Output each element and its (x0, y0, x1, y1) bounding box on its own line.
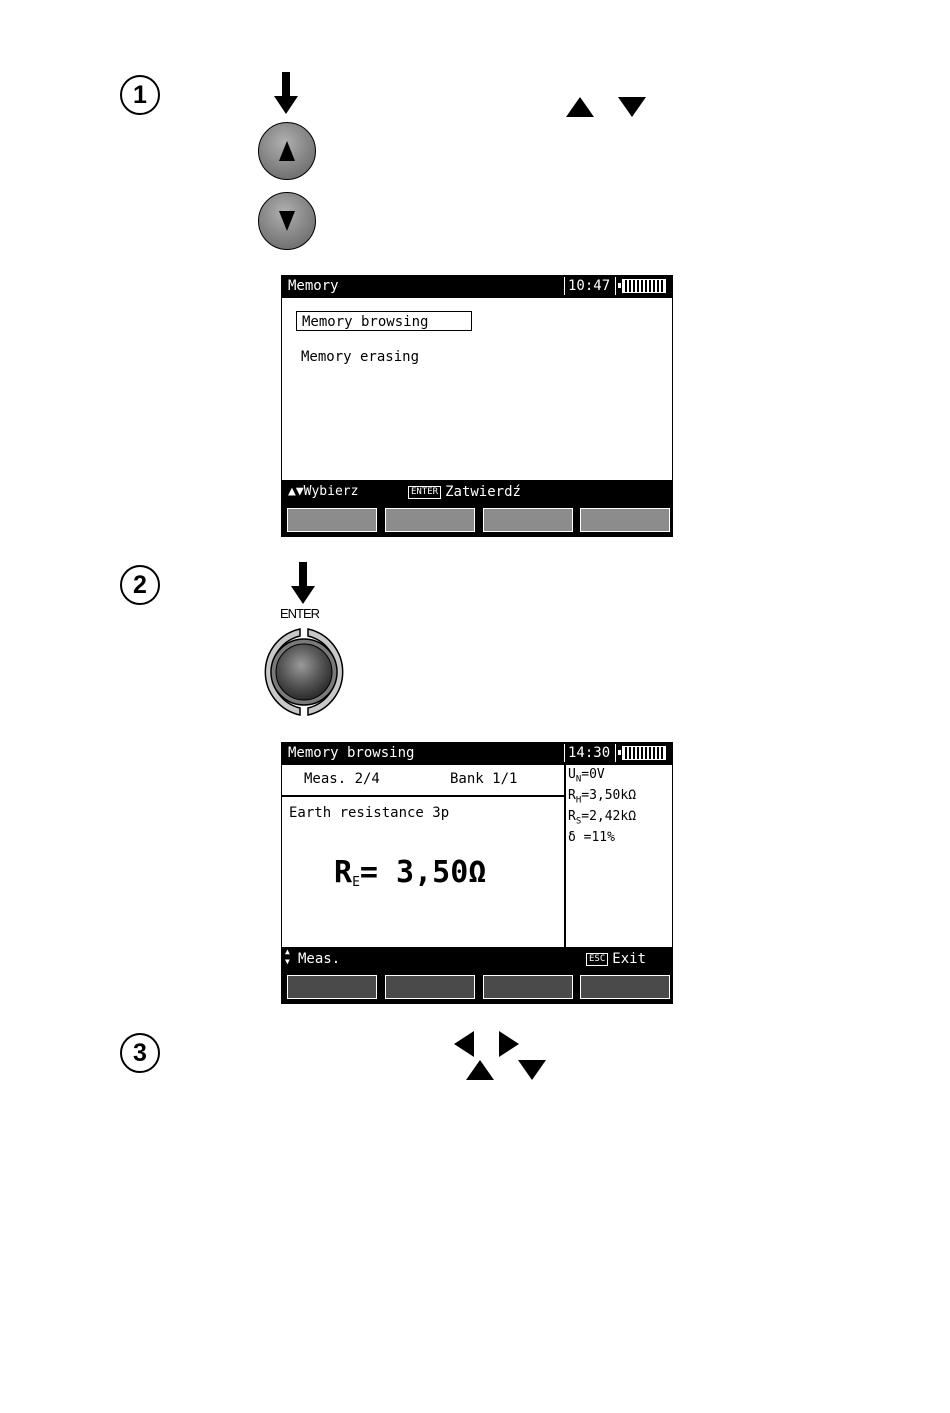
esc-key-icon: ESC (586, 953, 608, 966)
screen-title: Memory browsing (288, 745, 415, 761)
status-select-hint: ▲▼Wybierz (288, 484, 359, 499)
softkey-4[interactable] (580, 975, 670, 999)
memory-browsing-screen (281, 742, 673, 1004)
status-bar (282, 480, 672, 504)
step-number-1: 1 (120, 75, 160, 115)
menu-item-memory-erasing[interactable]: Memory erasing (301, 349, 420, 365)
softkey-2[interactable] (385, 508, 475, 532)
vertical-divider (564, 765, 566, 947)
press-arrow-icon (274, 72, 298, 116)
result-value: $R_E= 3,50\Omega$ (334, 855, 487, 890)
param-delta: δ =11% (568, 830, 615, 845)
bank-counter: Bank 1/1 (450, 771, 518, 787)
softkey-bar (282, 504, 672, 537)
softkey-1[interactable] (287, 508, 377, 532)
measurement-mode: Earth resistance 3p (289, 805, 450, 821)
screen-title-bar (282, 743, 672, 765)
measurement-counter: Meas. 2/4 (304, 771, 380, 787)
battery-icon (622, 279, 666, 293)
status-bar (282, 947, 672, 971)
step-number-2: 2 (120, 565, 160, 605)
param-rs: $R_S=2,42k\Omega$ (568, 809, 637, 827)
down-triangle-icon (518, 1060, 546, 1080)
status-meas-hint: Meas. (298, 951, 341, 967)
softkey-3[interactable] (483, 508, 573, 532)
down-triangle-icon (618, 97, 646, 117)
softkey-1[interactable] (287, 975, 377, 999)
softkey-4[interactable] (580, 508, 670, 532)
clock: 10:47 (564, 277, 616, 295)
up-triangle-icon (279, 141, 295, 161)
up-down-icon: ▲ ▼ (285, 947, 290, 966)
memory-menu-screen (281, 275, 673, 537)
header-divider (282, 795, 564, 797)
battery-icon (622, 746, 666, 760)
enter-key-icon: ENTER (408, 486, 441, 499)
up-triangle-icon (466, 1060, 494, 1080)
right-triangle-icon (499, 1031, 519, 1057)
softkey-2[interactable] (385, 975, 475, 999)
left-triangle-icon (454, 1031, 474, 1057)
param-un: $U_N=0V$ (568, 767, 605, 785)
clock: 14:30 (564, 744, 616, 762)
up-triangle-icon (566, 97, 594, 117)
status-exit-hint: Exit (612, 951, 646, 967)
softkey-bar (282, 971, 672, 1004)
press-arrow-icon (291, 562, 315, 606)
down-triangle-icon (279, 211, 295, 231)
softkey-3[interactable] (483, 975, 573, 999)
screen-title-bar (282, 276, 672, 298)
enter-label: ENTER (280, 606, 320, 621)
param-rh: $R_H=3,50k\Omega$ (568, 788, 637, 806)
menu-item-memory-browsing[interactable]: Memory browsing (296, 311, 472, 331)
enter-button[interactable] (256, 626, 352, 718)
status-confirm-hint: Zatwierdź (445, 484, 521, 500)
screen-title: Memory (288, 278, 339, 294)
step-number-3: 3 (120, 1033, 160, 1073)
up-arrow-button[interactable] (258, 122, 316, 180)
down-arrow-button[interactable] (258, 192, 316, 250)
